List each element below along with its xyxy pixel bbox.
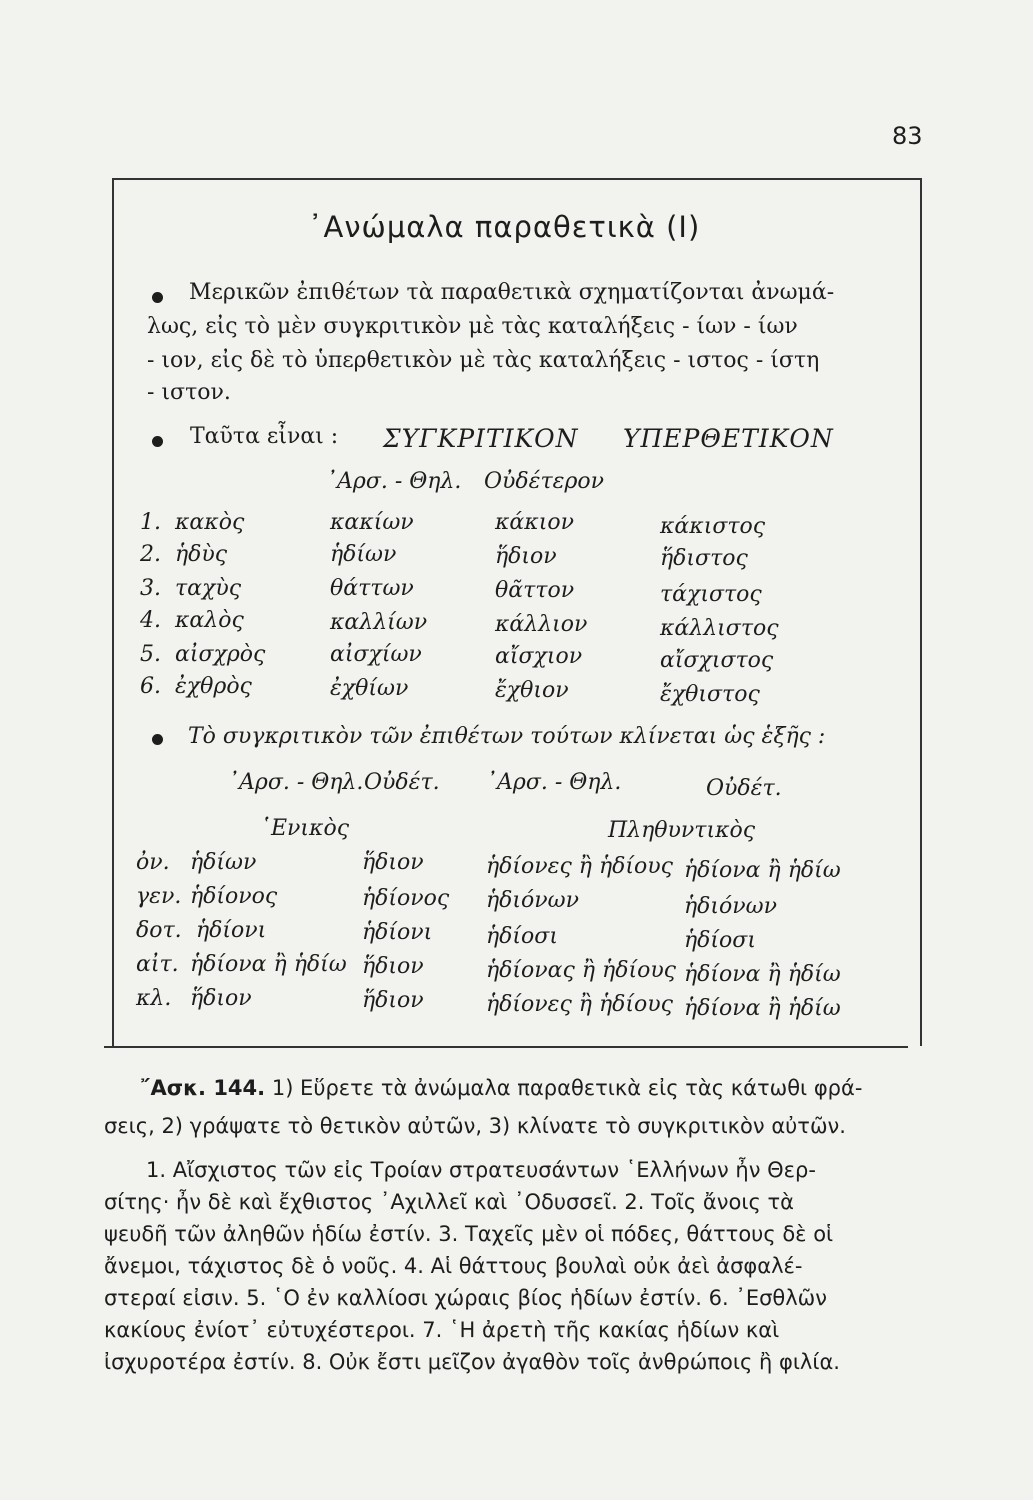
decl-header-n-singular: Οὐδέτ. [364, 770, 440, 795]
exercise-line-3: ψευδῆ τῶν ἀληθῶν ἡδίω ἐστίν. 3. Ταχεῖς μὲν οἱ πόδες, θάττους δὲ οἱ [104, 1222, 834, 1246]
row-number: 4. [140, 608, 161, 633]
bullet-icon [152, 436, 163, 447]
exercise-line-1: 1. Αἴσχιστος τῶν εἰς Τροίαν στρατευσάντων ῾Ελλήνων ἦν Θερ- [146, 1158, 816, 1182]
singular-masc-fem: ἥδιον [190, 986, 252, 1011]
instruction-text: 1) Εὕρετε τὰ ἀνώμαλα παραθετικὰ εἰς τὰς κάτωθι φρά- [271, 1076, 863, 1100]
positive-form: κακὸς [175, 510, 245, 535]
singular-neuter: ἡδίονι [362, 920, 433, 945]
plural-neuter: ἡδιόνων [684, 894, 777, 919]
decl-header-n-plural: Οὐδέτ. [706, 776, 782, 801]
singular-neuter: ἥδιον [362, 954, 424, 979]
plural-neuter: ἡδίονα ἢ ἡδίω [684, 962, 841, 987]
singular-neuter: ἥδιον [362, 850, 424, 875]
singular-masc-fem: ἡδίονος [190, 884, 278, 909]
comparative-neuter: κάκιον [495, 510, 574, 535]
plural-neuter: ἡδίοσι [684, 928, 756, 953]
plural-masc-fem: ἡδιόνων [486, 888, 579, 913]
singular-masc-fem: ἡδίονα ἢ ἡδίω [190, 952, 347, 977]
case-label: αἰτ. [136, 952, 179, 977]
header-comparative: ΣΥΓΚΡΙΤΙΚΟΝ [383, 424, 579, 453]
page-number: 83 [892, 122, 923, 150]
exercise-line-6: κακίους ἐνίοτ᾿ εὐτυχέστεροι. 7. ῾Η ἀρετὴ τῆς κακίας ἡδίων καὶ [104, 1318, 780, 1342]
comparative-masc-fem: κακίων [330, 510, 414, 535]
comparative-masc-fem: ἡδίων [330, 542, 397, 567]
paragraph-line-3: - ιον, εἰς δὲ τὸ ὑπερθετικὸν μὲ τὰς καταλήξεις - ιστος - ίστη [147, 348, 820, 373]
box-bottom-rule [104, 1046, 908, 1048]
plural-masc-fem: ἡδίονες ἢ ἡδίους [486, 854, 673, 879]
exercise-instructions-2: σεις, 2) γράψατε τὸ θετικὸν αὐτῶν, 3) κλίνατε τὸ συγκριτικὸν αὐτῶν. [104, 1114, 846, 1138]
superlative-form: ἔχθιστος [660, 682, 760, 707]
decl-header-plural: Πληθυντικὸς [608, 818, 756, 843]
singular-neuter: ἥδιον [362, 988, 424, 1013]
paragraph-line-4: - ιστον. [147, 380, 231, 405]
decl-header-singular: ῾Ενικὸς [260, 816, 350, 841]
plural-masc-fem: ἡδίονες ἢ ἡδίους [486, 992, 673, 1017]
exercise-instructions-1 [140, 1076, 862, 1100]
plural-masc-fem: ἡδίονας ἢ ἡδίους [486, 958, 677, 983]
comparative-masc-fem: θάττων [330, 576, 414, 601]
row-number: 3. [140, 576, 161, 601]
exercise-line-2: σίτης· ἦν δὲ καὶ ἔχθιστος ᾿Αχιλλεῖ καὶ ᾿Οδυσσεῖ. 2. Τοῖς ἄνοις τὰ [104, 1190, 794, 1214]
comparative-neuter: ἔχθιον [495, 678, 569, 703]
plural-neuter: ἡδίονα ἢ ἡδίω [684, 996, 841, 1021]
comparative-neuter: ἥδιον [495, 544, 557, 569]
decl-header-mf-plural: ᾿Αρσ. - Θηλ. [486, 770, 622, 795]
decl-header-mf-singular: ᾿Αρσ. - Θηλ. [228, 770, 364, 795]
paragraph-line-1: Μερικῶν ἐπιθέτων τὰ παραθετικὰ σχηματίζονται ἀνωμά- [189, 280, 835, 305]
exercise-line-5: στεραί εἰσιν. 5. ῾Ο ἐν καλλίοσι χώραις βίος ἡδίων ἐστίν. 6. ᾿Εσθλῶν [104, 1286, 827, 1310]
row-number: 2. [140, 542, 161, 567]
case-label: κλ. [136, 986, 172, 1011]
case-label: ὀν. [136, 850, 170, 875]
row-number: 1. [140, 510, 161, 535]
comparative-masc-fem: ἐχθίων [330, 676, 409, 701]
superlative-form: τάχιστος [660, 582, 762, 607]
superlative-form: αἴσχιστος [660, 648, 774, 673]
exercise-label: ῎Ασκ. 144. [140, 1076, 266, 1100]
exercise-line-7: ἰσχυροτέρα ἐστίν. 8. Οὐκ ἔστι μεῖζον ἀγαθὸν τοῖς ἀνθρώποις ἢ φιλία. [104, 1350, 840, 1374]
subheader-neuter: Οὐδέτερον [484, 469, 604, 494]
box-title: ᾿Ανώμαλα παραθετικὰ (Ι) [308, 210, 701, 244]
singular-masc-fem: ἡδίων [190, 850, 257, 875]
positive-form: ἐχθρὸς [175, 674, 252, 699]
comparative-masc-fem: αἰσχίων [330, 642, 422, 667]
plural-masc-fem: ἡδίοσι [486, 924, 558, 949]
bullet-icon [152, 734, 163, 745]
positive-form: ταχὺς [175, 576, 242, 601]
bullet-icon [152, 292, 163, 303]
superlative-form: ἥδιστος [660, 546, 748, 571]
superlative-form: κάλλιστος [660, 616, 779, 641]
list-intro: Ταῦτα εἶναι : [190, 424, 339, 449]
positive-form: ἡδὺς [175, 542, 228, 567]
superlative-form: κάκιστος [660, 514, 766, 539]
comparative-neuter: θᾶττον [495, 578, 575, 603]
comparative-neuter: αἴσχιον [495, 644, 583, 669]
row-number: 6. [140, 674, 161, 699]
comparative-neuter: κάλλιον [495, 612, 588, 637]
row-number: 5. [140, 642, 161, 667]
plural-neuter: ἡδίονα ἢ ἡδίω [684, 858, 841, 883]
subheader-masc-fem: ᾿Αρσ. - Θηλ. [326, 469, 462, 494]
paragraph-line-2: λως, εἰς τὸ μὲν συγκριτικὸν μὲ τὰς καταλήξεις - ίων - ίων [147, 314, 798, 339]
case-label: δοτ. [136, 918, 182, 943]
exercise-line-4: ἄνεμοι, τάχιστος δὲ ὁ νοῦς. 4. Αἱ θάττους βουλαὶ οὐκ ἀεὶ ἀσφαλέ- [104, 1254, 803, 1278]
case-label: γεν. [136, 884, 182, 909]
comparative-masc-fem: καλλίων [330, 610, 428, 635]
header-superlative: ΥΠΕΡΘΕΤΙΚΟΝ [623, 424, 834, 453]
singular-masc-fem: ἡδίονι [196, 918, 267, 943]
positive-form: αἰσχρὸς [175, 642, 266, 667]
singular-neuter: ἡδίονος [362, 886, 450, 911]
declension-intro: Τὸ συγκριτικὸν τῶν ἐπιθέτων τούτων κλίνεται ὡς ἑξῆς : [188, 724, 826, 749]
positive-form: καλὸς [175, 608, 244, 633]
